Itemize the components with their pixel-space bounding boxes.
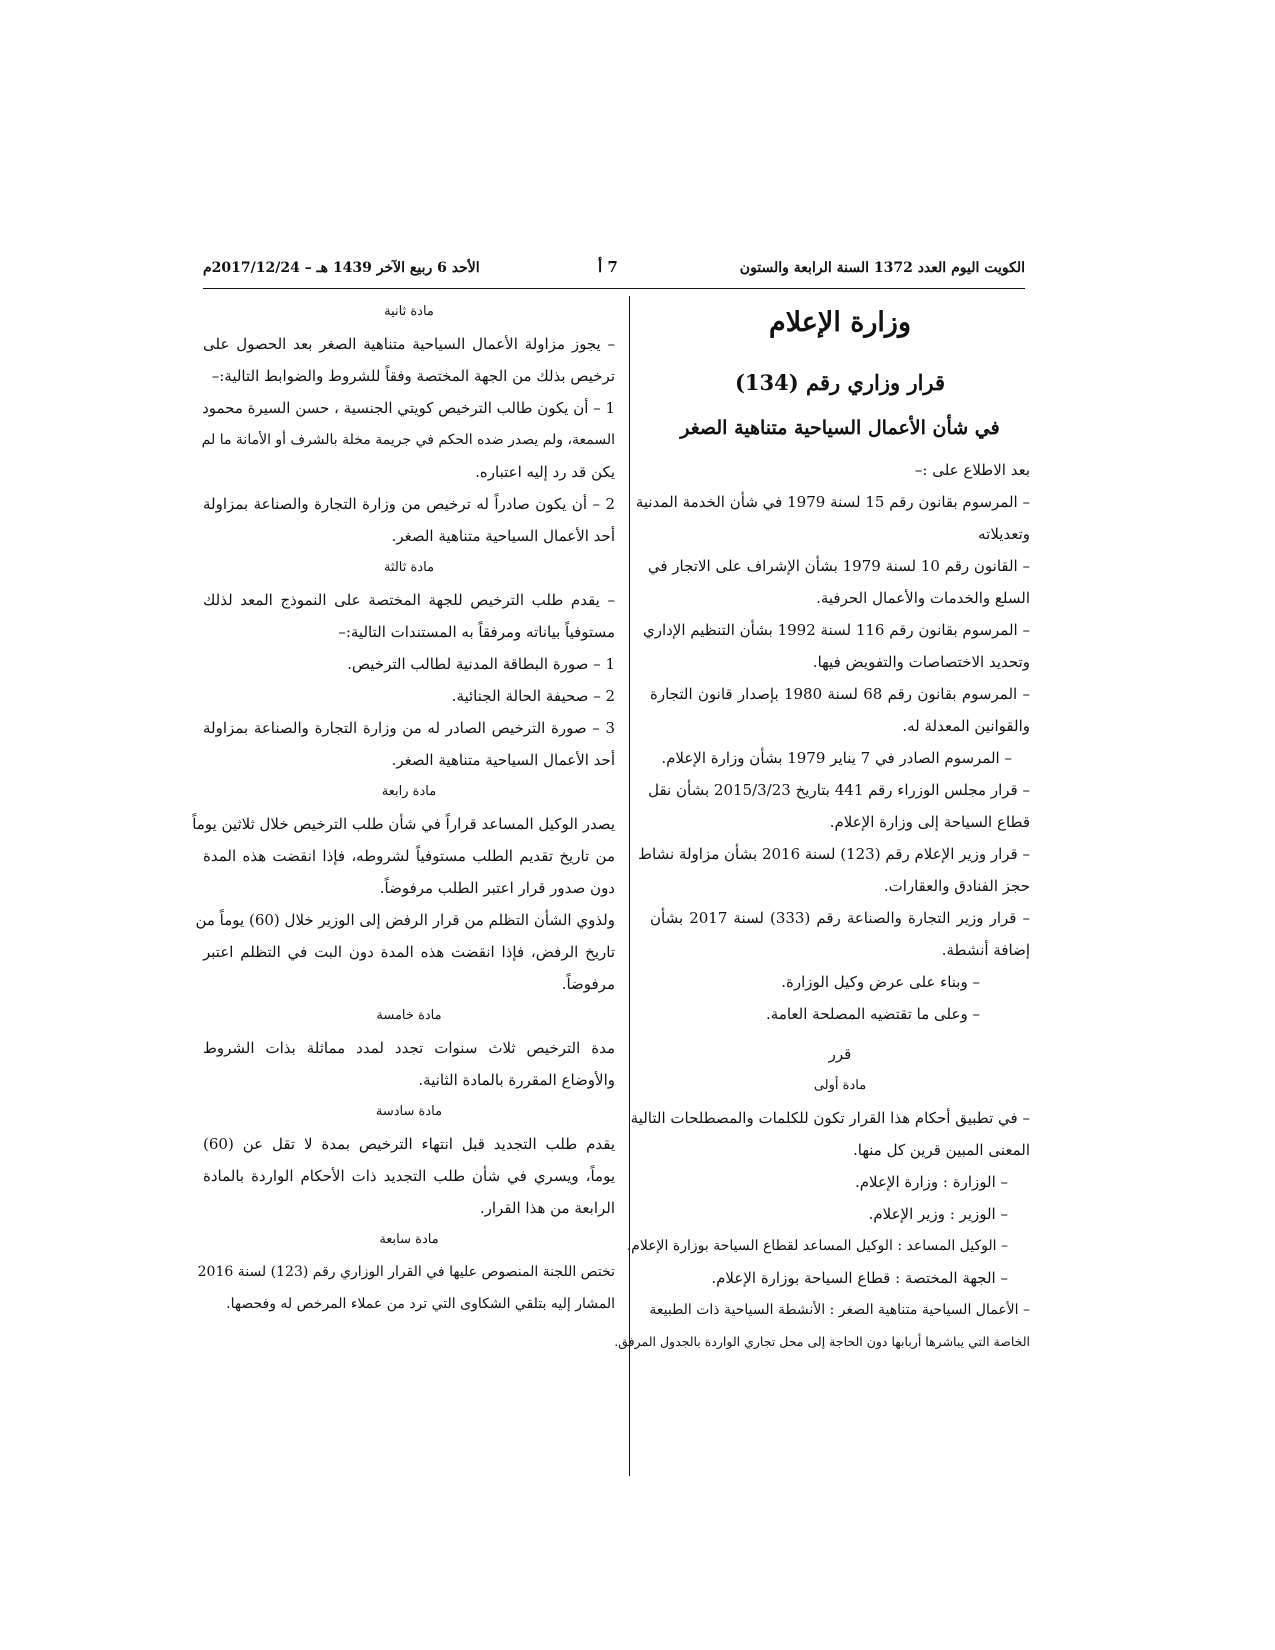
article-2-line: 1 – أن يكون طالب الترخيص كويتي الجنسية ، حسن السيرة محمود [202, 399, 615, 417]
preamble-line: – المرسوم بقانون رقم 68 لسنة 1980 بإصدار قانون التجارة [650, 685, 1030, 703]
article-1-line: – الجهة المختصة : قطاع السياحة بوزارة الإعلام. [711, 1269, 1008, 1287]
article-6-title: مادة سادسة [375, 1104, 443, 1119]
article-2-title: مادة ثانية [384, 304, 434, 319]
article-3-title: مادة ثالثة [383, 560, 435, 575]
preamble-line: حجز الفنادق والعقارات. [883, 877, 1030, 895]
article-1-line: الخاصة التي يباشرها أربابها دون الحاجة إلى محل تجاري الواردة بالجدول المرفق. [614, 1334, 1030, 1349]
preamble-line: – وعلى ما تقتضيه المصلحة العامة. [766, 1005, 980, 1023]
article-6-line: الرابعة من هذا القرار. [479, 1199, 615, 1217]
preamble-line: – وبناء على عرض وكيل الوزارة. [781, 973, 980, 991]
article-3-line: 1 – صورة البطاقة المدنية لطالب الترخيص. [347, 655, 615, 673]
article-3-line: أحد الأعمال السياحية متناهية الصغر. [391, 751, 615, 769]
article-1-line: – الوزير : وزير الإعلام. [868, 1205, 1008, 1223]
article-4-line: يصدر الوكيل المساعد قراراً في شأن طلب الترخيص خلال ثلاثين يوماً [192, 815, 615, 833]
preamble-intro: بعد الاطلاع على :– [914, 461, 1030, 479]
article-7-title: مادة سابعة [379, 1232, 439, 1247]
article-3-line: – يقدم طلب الترخيص للجهة المختصة على النموذج المعد لذلك [203, 591, 615, 609]
decision-subject: في شأن الأعمال السياحية متناهية الصغر [680, 417, 1000, 439]
header-issue: الكويت اليوم العدد 1372 السنة الرابعة والستون [739, 260, 1025, 276]
decision-number: قرار وزاري رقم (134) [734, 370, 946, 395]
preamble-line: – المرسوم بقانون رقم 116 لسنة 1992 بشأن التنظيم الإداري [642, 621, 1030, 639]
article-2-line: – يجوز مزاولة الأعمال السياحية متناهية الصغر بعد الحصول على [203, 335, 615, 353]
left-column [192, 296, 615, 1320]
article-4-line: من تاريخ تقديم الطلب مستوفياً لشروطه، فإذا انقضت هذه المدة [203, 847, 615, 865]
article-1-line: – الأعمال السياحية متناهية الصغر : الأنشطة السياحية ذات الطبيعة [649, 1302, 1030, 1318]
header-rule [203, 288, 1025, 289]
article-3-line: مستوفياً بياناته ومرفقاً به المستندات التالية:– [338, 623, 615, 641]
article-6-line: يوماً، ويسري في شأن طلب التجديد ذات الأحكام الواردة بالمادة [203, 1167, 615, 1185]
preamble-line: – القانون رقم 10 لسنة 1979 بشأن الإشراف على الاتجار في [647, 557, 1030, 575]
header-date: الأحد 6 ربيع الآخر 1439 هـ – 2017/12/24م [203, 260, 480, 276]
article-1-line: المعنى المبين قرين كل منها. [853, 1141, 1030, 1159]
article-4-line: دون صدور قرار اعتبر الطلب مرفوضاً. [379, 879, 615, 897]
article-4-line: مرفوضاً. [561, 975, 615, 993]
preamble-line: قطاع السياحة إلى وزارة الإعلام. [829, 813, 1030, 831]
preamble-line: إضافة أنشطة. [941, 941, 1030, 959]
article-4-line: تاريخ الرفض، فإذا انقضت هذه المدة دون البت في التظلم اعتبر [203, 943, 615, 961]
running-header [203, 256, 1025, 284]
article-7-line: تختص اللجنة المنصوص عليها في القرار الوزاري رقم (123) لسنة 2016 [197, 1264, 615, 1280]
decided-heading: قرر [828, 1045, 852, 1063]
article-2-line: 2 – أن يكون صادراً له ترخيص من وزارة التجارة والصناعة بمزاولة [203, 495, 615, 513]
article-5-title: مادة خامسة [376, 1008, 442, 1023]
preamble-line: وتعديلاته [978, 525, 1030, 543]
header-page-number: 7 أ [598, 258, 618, 276]
article-2-line: ترخيص بذلك من الجهة المختصة وفقاً للشروط والضوابط التالية:– [211, 367, 615, 385]
article-4-line: ولذوي الشأن التظلم من قرار الرفض إلى الوزير خلال (60) يوماً من [195, 911, 615, 929]
preamble-line: – قرار وزير التجارة والصناعة رقم (333) لسنة 2017 بشأن [650, 909, 1030, 927]
article-2-line: يكن قد رد إليه اعتباره. [475, 463, 615, 481]
article-5-line: والأوضاع المقررة بالمادة الثانية. [418, 1071, 615, 1089]
preamble-line: – المرسوم بقانون رقم 15 لسنة 1979 في شأن الخدمة المدنية [635, 493, 1030, 511]
article-4-title: مادة رابعة [381, 784, 437, 799]
preamble-line: – قرار مجلس الوزراء رقم 441 بتاريخ 2015/3/23 بشأن نقل [648, 781, 1030, 799]
article-2-line: أحد الأعمال السياحية متناهية الصغر. [391, 527, 615, 545]
article-1-line: – في تطبيق أحكام هذا القرار تكون للكلمات والمصطلحات التالية [630, 1109, 1030, 1127]
article-3-line: 3 – صورة الترخيص الصادر له من وزارة التجارة والصناعة بمزاولة [203, 719, 615, 737]
ministry-title: وزارة الإعلام [768, 307, 911, 338]
preamble-line: وتحديد الاختصاصات والتفويض فيها. [812, 653, 1030, 671]
article-3-line: 2 – صحيفة الحالة الجنائية. [451, 687, 615, 705]
right-column [614, 296, 1030, 1358]
article-2-line: السمعة، ولم يصدر ضده الحكم في جريمة مخلة بالشرف أو الأمانة ما لم [201, 432, 615, 448]
preamble-line: السلع والخدمات والأعمال الحرفية. [816, 589, 1030, 607]
preamble-line: والقوانين المعدلة له. [902, 717, 1030, 735]
column-divider [629, 296, 630, 1476]
preamble-line: – قرار وزير الإعلام رقم (123) لسنة 2016 بشأن مزاولة نشاط [638, 845, 1030, 863]
article-1-line: – الوزارة : وزارة الإعلام. [854, 1173, 1008, 1191]
article-6-line: يقدم طلب التجديد قبل انتهاء الترخيص بمدة لا تقل عن (60) [203, 1135, 615, 1153]
article-1-line: – الوكيل المساعد : الوكيل المساعد لقطاع السياحة بوزارة الإعلام. [626, 1238, 1008, 1254]
article-5-line: مدة الترخيص ثلاث سنوات تجدد لمدد مماثلة بذات الشروط [203, 1039, 615, 1057]
preamble-line: – المرسوم الصادر في 7 يناير 1979 بشأن وزارة الإعلام. [661, 749, 1012, 767]
article-7-line: المشار إليه بتلقي الشكاوى التي ترد من عملاء المرخص له وفحصها. [226, 1296, 615, 1312]
article-1-title: مادة أولى [813, 1078, 867, 1093]
